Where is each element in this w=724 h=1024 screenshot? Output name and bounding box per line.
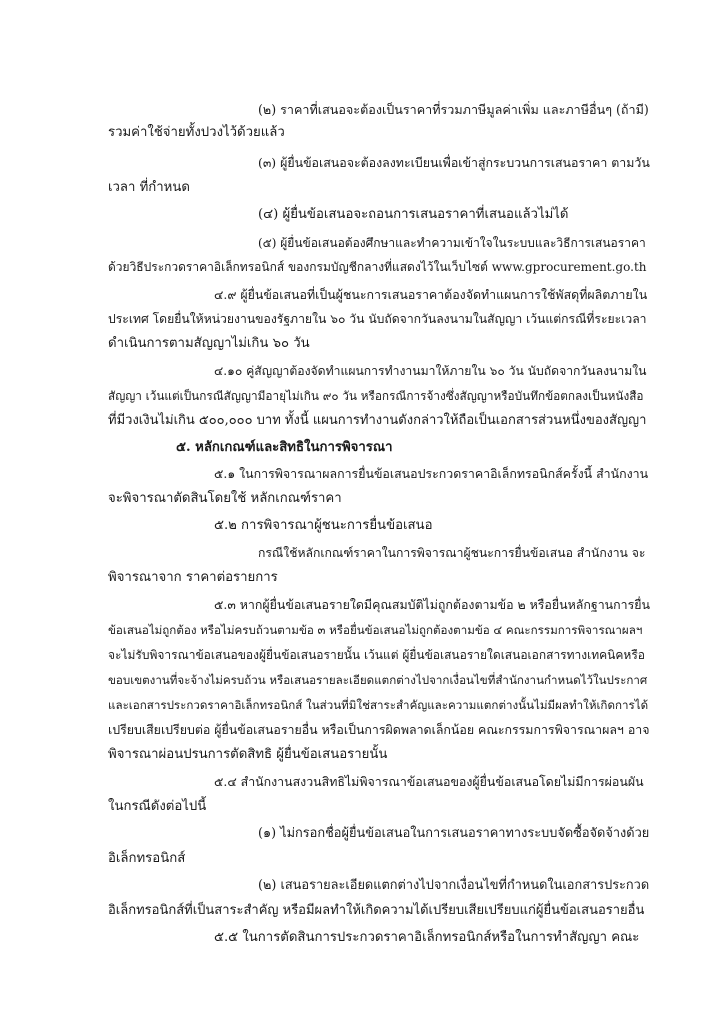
text-line: ๔.๑๐ คู่สัญญาต้องจัดทำแผนการทำงานมาให้ภายใน ๖๐ วัน นับถัดจากวันลงนามใน bbox=[214, 364, 647, 378]
text-line: จะไม่รับพิจารณาข้อเสนอของผู้ยื่นข้อเสนอรายนั้น เว้นแต่ ผู้ยื่นข้อเสนอรายใดเสนอเอกสารทางเทคนิคหรือ bbox=[108, 648, 645, 662]
text-line: ๕.๕ ในการตัดสินการประกวดราคาอิเล็กทรอนิกส์หรือในการทำสัญญา คณะ bbox=[214, 930, 640, 945]
text-line: ดำเนินการตามสัญญาไม่เกิน ๖๐ วัน bbox=[108, 336, 310, 351]
text-line: (๑) ไม่กรอกชื่อผู้ยื่นข้อเสนอในการเสนอราคาทางระบบจัดซื้อจัดจ้างด้วย bbox=[258, 826, 650, 841]
text-line: ในกรณีดังต่อไปนี้ bbox=[108, 799, 207, 814]
text-line: พิจารณาจาก ราคาต่อรายการ bbox=[108, 570, 278, 585]
text-line: (๒) เสนอรายละเอียดแตกต่างไปจากเงื่อนไขที่กำหนดในเอกสารประกวด bbox=[258, 878, 650, 893]
text-line: เปรียบเสียเปรียบต่อ ผู้ยื่นข้อเสนอรายอื่น หรือเป็นการผิดพลาดเล็กน้อย คณะกรรมการพิจารณาผลฯ อาจ bbox=[108, 722, 650, 737]
text-line: ขอบเขตงานที่จะจ้างไม่ครบถ้วน หรือเสนอรายละเอียดแตกต่างไปจากเงื่อนไขที่สำนักงานกำหนดไว้ในประกาศ bbox=[108, 673, 648, 687]
text-line: ๕.๑ ในการพิจารณาผลการยื่นข้อเสนอประกวดราคาอิเล็กทรอนิกส์ครั้งนี้ สำนักงาน bbox=[214, 466, 649, 481]
text-line: และเอกสารประกวดราคาอิเล็กทรอนิกส์ ในส่วนที่มิใช่สาระสำคัญและความแตกต่างนั้นไม่มีผลทำให้เกิดการได้ bbox=[108, 698, 649, 712]
section-heading: ๕. หลักเกณฑ์และสิทธิในการพิจารณา bbox=[176, 440, 393, 455]
text-line: สัญญา เว้นแต่เป็นกรณีสัญญามีอายุไม่เกิน ๙๐ วัน หรือกรณีการจ้างซึ่งสัญญาหรือบันทึกข้อตกลงเป็นหนังสือ bbox=[108, 389, 644, 403]
text-line: กรณีใช้หลักเกณฑ์ราคาในการพิจารณาผู้ชนะการยื่นข้อเสนอ สำนักงาน จะ bbox=[258, 546, 646, 560]
text-line: อิเล็กทรอนิกส์ bbox=[108, 851, 186, 866]
text-line: เวลา ที่กำหนด bbox=[108, 180, 190, 195]
text-line: (๒) ราคาที่เสนอจะต้องเป็นราคาที่รวมภาษีมูลค่าเพิ่ม และภาษีอื่นๆ (ถ้ามี) bbox=[258, 102, 649, 117]
text-line: ๔.๙ ผู้ยื่นข้อเสนอที่เป็นผู้ชนะการเสนอราคาต้องจัดทำแผนการใช้พัสดุที่ผลิตภายใน bbox=[214, 287, 648, 302]
text-line: ๕.๔ สำนักงานสงวนสิทธิไม่พิจารณาข้อเสนอของผู้ยื่นข้อเสนอโดยไม่มีการผ่อนผัน bbox=[214, 774, 644, 789]
text-line: (๕) ผู้ยื่นข้อเสนอต้องศึกษาและทำความเข้าใจในระบบและวิธีการเสนอราคา bbox=[258, 236, 646, 250]
text-line: ประเทศ โดยยื่นให้หน่วยงานของรัฐภายใน ๖๐ วัน นับถัดจากวันลงนามในสัญญา เว้นแต่กรณีที่ระยะเวลา bbox=[108, 312, 647, 326]
text-line: ๕.๒ การพิจารณาผู้ชนะการยื่นข้อเสนอ bbox=[214, 518, 433, 533]
text-line: ๕.๓ หากผู้ยื่นข้อเสนอรายใดมีคุณสมบัติไม่ถูกต้องตามข้อ ๒ หรือยื่นหลักฐานการยื่น bbox=[214, 597, 650, 612]
text-line: ด้วยวิธีประกวดราคาอิเล็กทรอนิกส์ ของกรมบัญชีกลางที่แสดงไว้ในเว็บไซต์ www.gprocurement.go.th bbox=[108, 260, 647, 274]
text-line: (๔) ผู้ยื่นข้อเสนอจะถอนการเสนอราคาที่เสนอแล้วไม่ได้ bbox=[258, 207, 569, 222]
text-line: ข้อเสนอไม่ถูกต้อง หรือไม่ครบถ้วนตามข้อ ๓ หรือยื่นข้อเสนอไม่ถูกต้องตามข้อ ๔ คณะกรรมการพิจารณาผลฯ bbox=[108, 623, 643, 637]
text-line: (๓) ผู้ยื่นข้อเสนอจะต้องลงทะเบียนเพื่อเข้าสู่กระบวนการเสนอราคา ตามวัน bbox=[258, 155, 650, 170]
text-line: อิเล็กทรอนิกส์ที่เป็นสาระสำคัญ หรือมีผลทำให้เกิดความได้เปรียบเสียเปรียบแก่ผู้ยื่นข้อเสนอรายอื่น bbox=[108, 903, 645, 918]
text-line: พิจารณาผ่อนปรนการตัดสิทธิ ผู้ยื่นข้อเสนอรายนั้น bbox=[108, 747, 388, 762]
text-line: จะพิจารณาตัดสินโดยใช้ หลักเกณฑ์ราคา bbox=[108, 491, 342, 506]
text-line: รวมค่าใช้จ่ายทั้งปวงไว้ด้วยแล้ว bbox=[108, 125, 285, 140]
text-line: ที่มีวงเงินไม่เกิน ๕๐๐,๐๐๐ บาท ทั้งนี้ แผนการทำงานดังกล่าวให้ถือเป็นเอกสารส่วนหนึ่งของสัญญา bbox=[108, 413, 647, 428]
